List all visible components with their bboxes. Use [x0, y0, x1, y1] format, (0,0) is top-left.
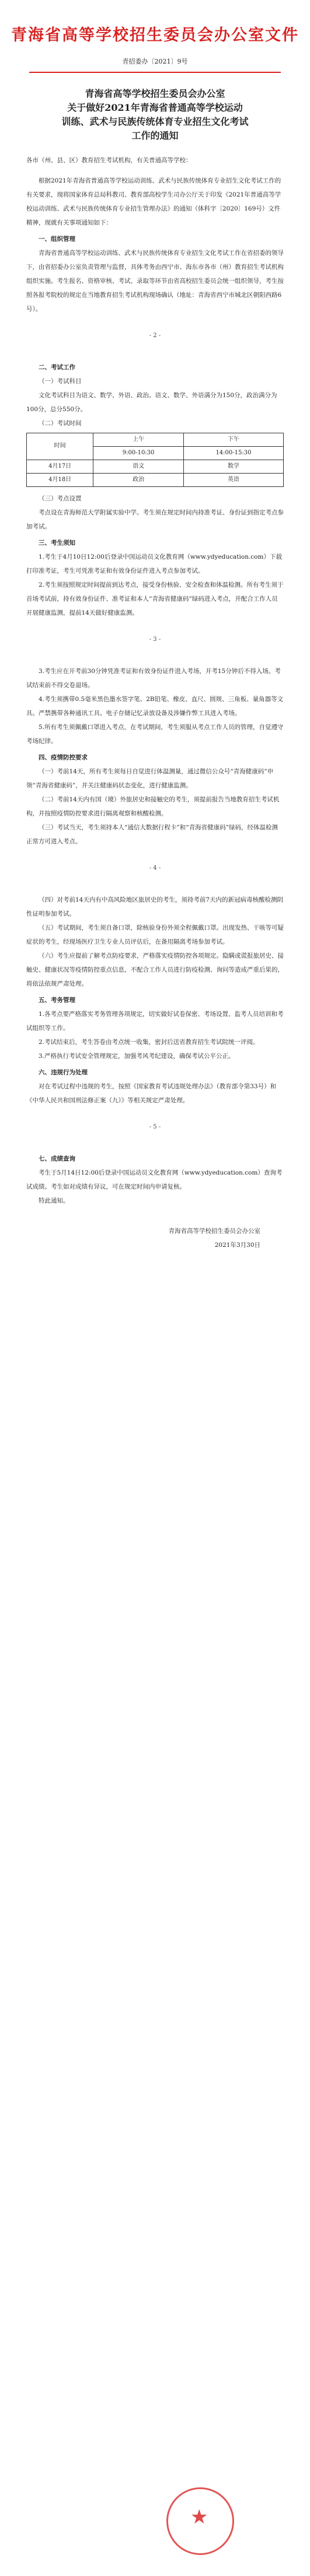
- signature-block: [26, 1224, 284, 1252]
- notice-title-line: 工作的通知: [131, 130, 179, 141]
- page-number: - 2 -: [149, 332, 161, 339]
- paragraph: 青海省普通高等学校运动训练、武术与民族传统体育专业招生文化考试工作在省招委的领导下，由省招委办公室负责管理与监督，具体考务由西宁市、海东市各市（州）教育招生考试机构组织实施。考生报名、资格审核、考试、录取等环节由省高校招生委员会统一组织领导，考生按照各报考院校的规定在当地教育招生考试机构现场确认（地址：青海省西宁市城北区朝阳西路6号）。: [26, 249, 284, 313]
- paragraph: 1.考生于4月10日12:00后登录中国运动员文化教育网（www.ydyeducation.com）下载打印准考证，考生可凭准考证和有效身份证件进入考点参加考试。: [26, 553, 282, 574]
- paragraph: 4.考生须携带0.5毫米黑色墨水签字笔、2B铅笔、橡皮、直尺、圆规、三角板、量角器等文具。严禁携带各种通讯工具、电子存储记忆录放设备及涉嫌作弊工具进入考场。: [26, 695, 284, 717]
- section-heading: 五、考务管理: [39, 996, 75, 1004]
- paragraph: （二）考试时间: [39, 419, 82, 427]
- paragraph: （三）考点设置: [39, 495, 82, 502]
- page-number: - 5 -: [149, 1123, 161, 1130]
- table-cell: 4月18日: [27, 473, 93, 486]
- paragraph: （一）考前14天，所有考生须每日自觉进行体温测量，通过微信公众号“青海健康码”申领“青海省健康码”，并关注健康码状态变化，进行健康监测。: [26, 767, 274, 789]
- notice-title-line: 关于做好2021年青海省普通高等学校运动: [67, 102, 243, 113]
- page-number: - 3 -: [149, 636, 161, 643]
- paragraph: （二）考前14天内有国（境）外旅居史和接触史的考生，须提前报告当地教育招生考试机构，并按照疫情防控要求进行隔离观察和核酸检测。: [26, 795, 280, 817]
- header-title: 青海省高等学校招生委员会办公室文件: [11, 26, 299, 44]
- section-heading: 六、违规行为处理: [39, 1068, 88, 1076]
- paragraph: 根据2021年青海省普通高等学校运动训练、武术与民族传统体育专业招生文化考试工作的有关要求，现将国家体育总局科教司、教育部高校学生司办公厅关于印发《2021年普通高等学校运动训练、武术与民族传统体育专业招生管理办法》的通知（体科字〔2020〕169号）文件精神，现就有关事项通知如下：: [26, 177, 281, 226]
- table-cell: 数学: [183, 460, 283, 473]
- table-header-date: 时间: [27, 433, 93, 460]
- table-cell: 4月17日: [27, 460, 93, 473]
- section-heading: 二、考试工作: [39, 363, 75, 371]
- table-header-pm: 下午: [183, 433, 283, 446]
- paragraph: 对在考试过程中违规的考生，按照《国家教育考试违规处理办法》（教育部令第33号）和《中华人民共和国刑法修正案（九）》等相关规定严肃处理。: [26, 1082, 277, 1104]
- document-number: 青招委办〔2021〕9号: [122, 58, 188, 65]
- table-header-am: 上午: [93, 433, 184, 446]
- notice-title-line: 训练、武术与民族传统体育专业招生文化考试: [61, 116, 249, 127]
- section-heading: 七、成绩查询: [39, 1155, 75, 1162]
- paragraph: （一）考试科目: [39, 377, 82, 385]
- official-seal-icon: [166, 2487, 234, 2555]
- paragraph: 2.考生须按照规定时间提前到达考点，接受身份核验、安全检查和体温检测。所有考生须于首场考试前，持有效身份证件、准考证和本人“青海省健康码”绿码进入考点，并配合工作人员开展健康监测，提前14天做好健康监测。: [26, 581, 284, 616]
- signature-org: 青海省高等学校招生委员会办公室: [168, 1227, 260, 1235]
- paragraph: 考点设在青海师范大学附属实验中学。考生须在规定时间内持准考证、身份证到指定考点参加考试。: [26, 509, 284, 530]
- paragraph: （六）考生应提前了解考点防疫要求，严格落实疫情防控各项规定。隐瞒或谎报旅居史、接触史、健康状况等疫情防控重点信息，不配合工作人员进行防疫检测、询问等造成严重后果的，将依法依规严肃处理。: [26, 952, 284, 987]
- signature-date: 2021年3月30日: [214, 1241, 260, 1249]
- page-number: - 4 -: [149, 864, 161, 871]
- paragraph: （四）对考前14天内有中高风险地区旅居史的考生，须持考前7天内的新冠病毒核酸检测阴性证明参加考试。: [26, 896, 284, 917]
- table-pm-time: 14:00-15:30: [183, 446, 283, 460]
- paragraph: （三）考试当天，考生须持本人“通信大数据行程卡”和“青海省健康码”绿码，经体温检测正常方可进入考点。: [26, 823, 278, 845]
- section-heading: 一、组织管理: [39, 235, 75, 243]
- exam-schedule-table: [26, 433, 284, 487]
- paragraph: 3.严格执行考试安全管理规定，加强考风考纪建设，确保考试公平公正。: [39, 1052, 235, 1060]
- table-cell: 语文: [93, 460, 184, 473]
- salutation: 各市（州、县、区）教育招生考试机构，有关普通高等学校：: [26, 157, 192, 164]
- document-header: [0, 0, 310, 73]
- notice-title-text: [23, 87, 287, 143]
- table-row: [27, 460, 284, 473]
- section-heading: 三、考生须知: [39, 539, 75, 546]
- notice-title-line: 青海省高等学校招生委员会办公室: [85, 88, 225, 99]
- red-divider: [29, 72, 281, 73]
- table-cell: 政治: [93, 473, 184, 486]
- paragraph: （五）考试期间，考生须自备口罩，除核验身份外须全程佩戴口罩。出现发热、干咳等可疑症状的考生，经现场医疗卫生专业人员评估后，在备用隔离考场参加考试。: [26, 924, 284, 945]
- paragraph: 2.考试结束后，考生答卷由考点统一收集，密封后送省教育招生考试院统一评阅。: [39, 1038, 259, 1046]
- document-content: [0, 153, 310, 1252]
- paragraph: 特此通知。: [39, 1197, 69, 1204]
- paragraph: 1.各考点要严格落实考务管理各项规定，切实做好试卷保密、考场设置、监考人员培训和考试组织等工作。: [26, 1010, 284, 1032]
- table-am-time: 9:00-10:30: [93, 446, 184, 460]
- paragraph: 考生于5月14日12:00后登录中国运动员文化教育网（www.ydyeducation.com）查询考试成绩。考生如对成绩有异议，可在规定时间内申请复核。: [26, 1169, 283, 1190]
- paragraph: 3.考生应在开考前30分钟凭准考证和有效身份证件进入考场，开考15分钟后不得入场。考试结束前不得交卷退场。: [26, 667, 281, 689]
- section-heading: 四、疫情防控要求: [39, 753, 88, 761]
- table-row: [27, 473, 284, 486]
- notice-title: [23, 87, 287, 143]
- table-cell: 英语: [183, 473, 283, 486]
- paragraph: 文化考试科目为语文、数学、外语、政治。语文、数学、外语满分为150分，政治满分为100分，总分550分。: [26, 391, 277, 413]
- paragraph: 5.所有考生须佩戴口罩进入考点，在考试期间，考生须服从考点工作人员的管理，自觉遵守考场纪律。: [26, 723, 284, 745]
